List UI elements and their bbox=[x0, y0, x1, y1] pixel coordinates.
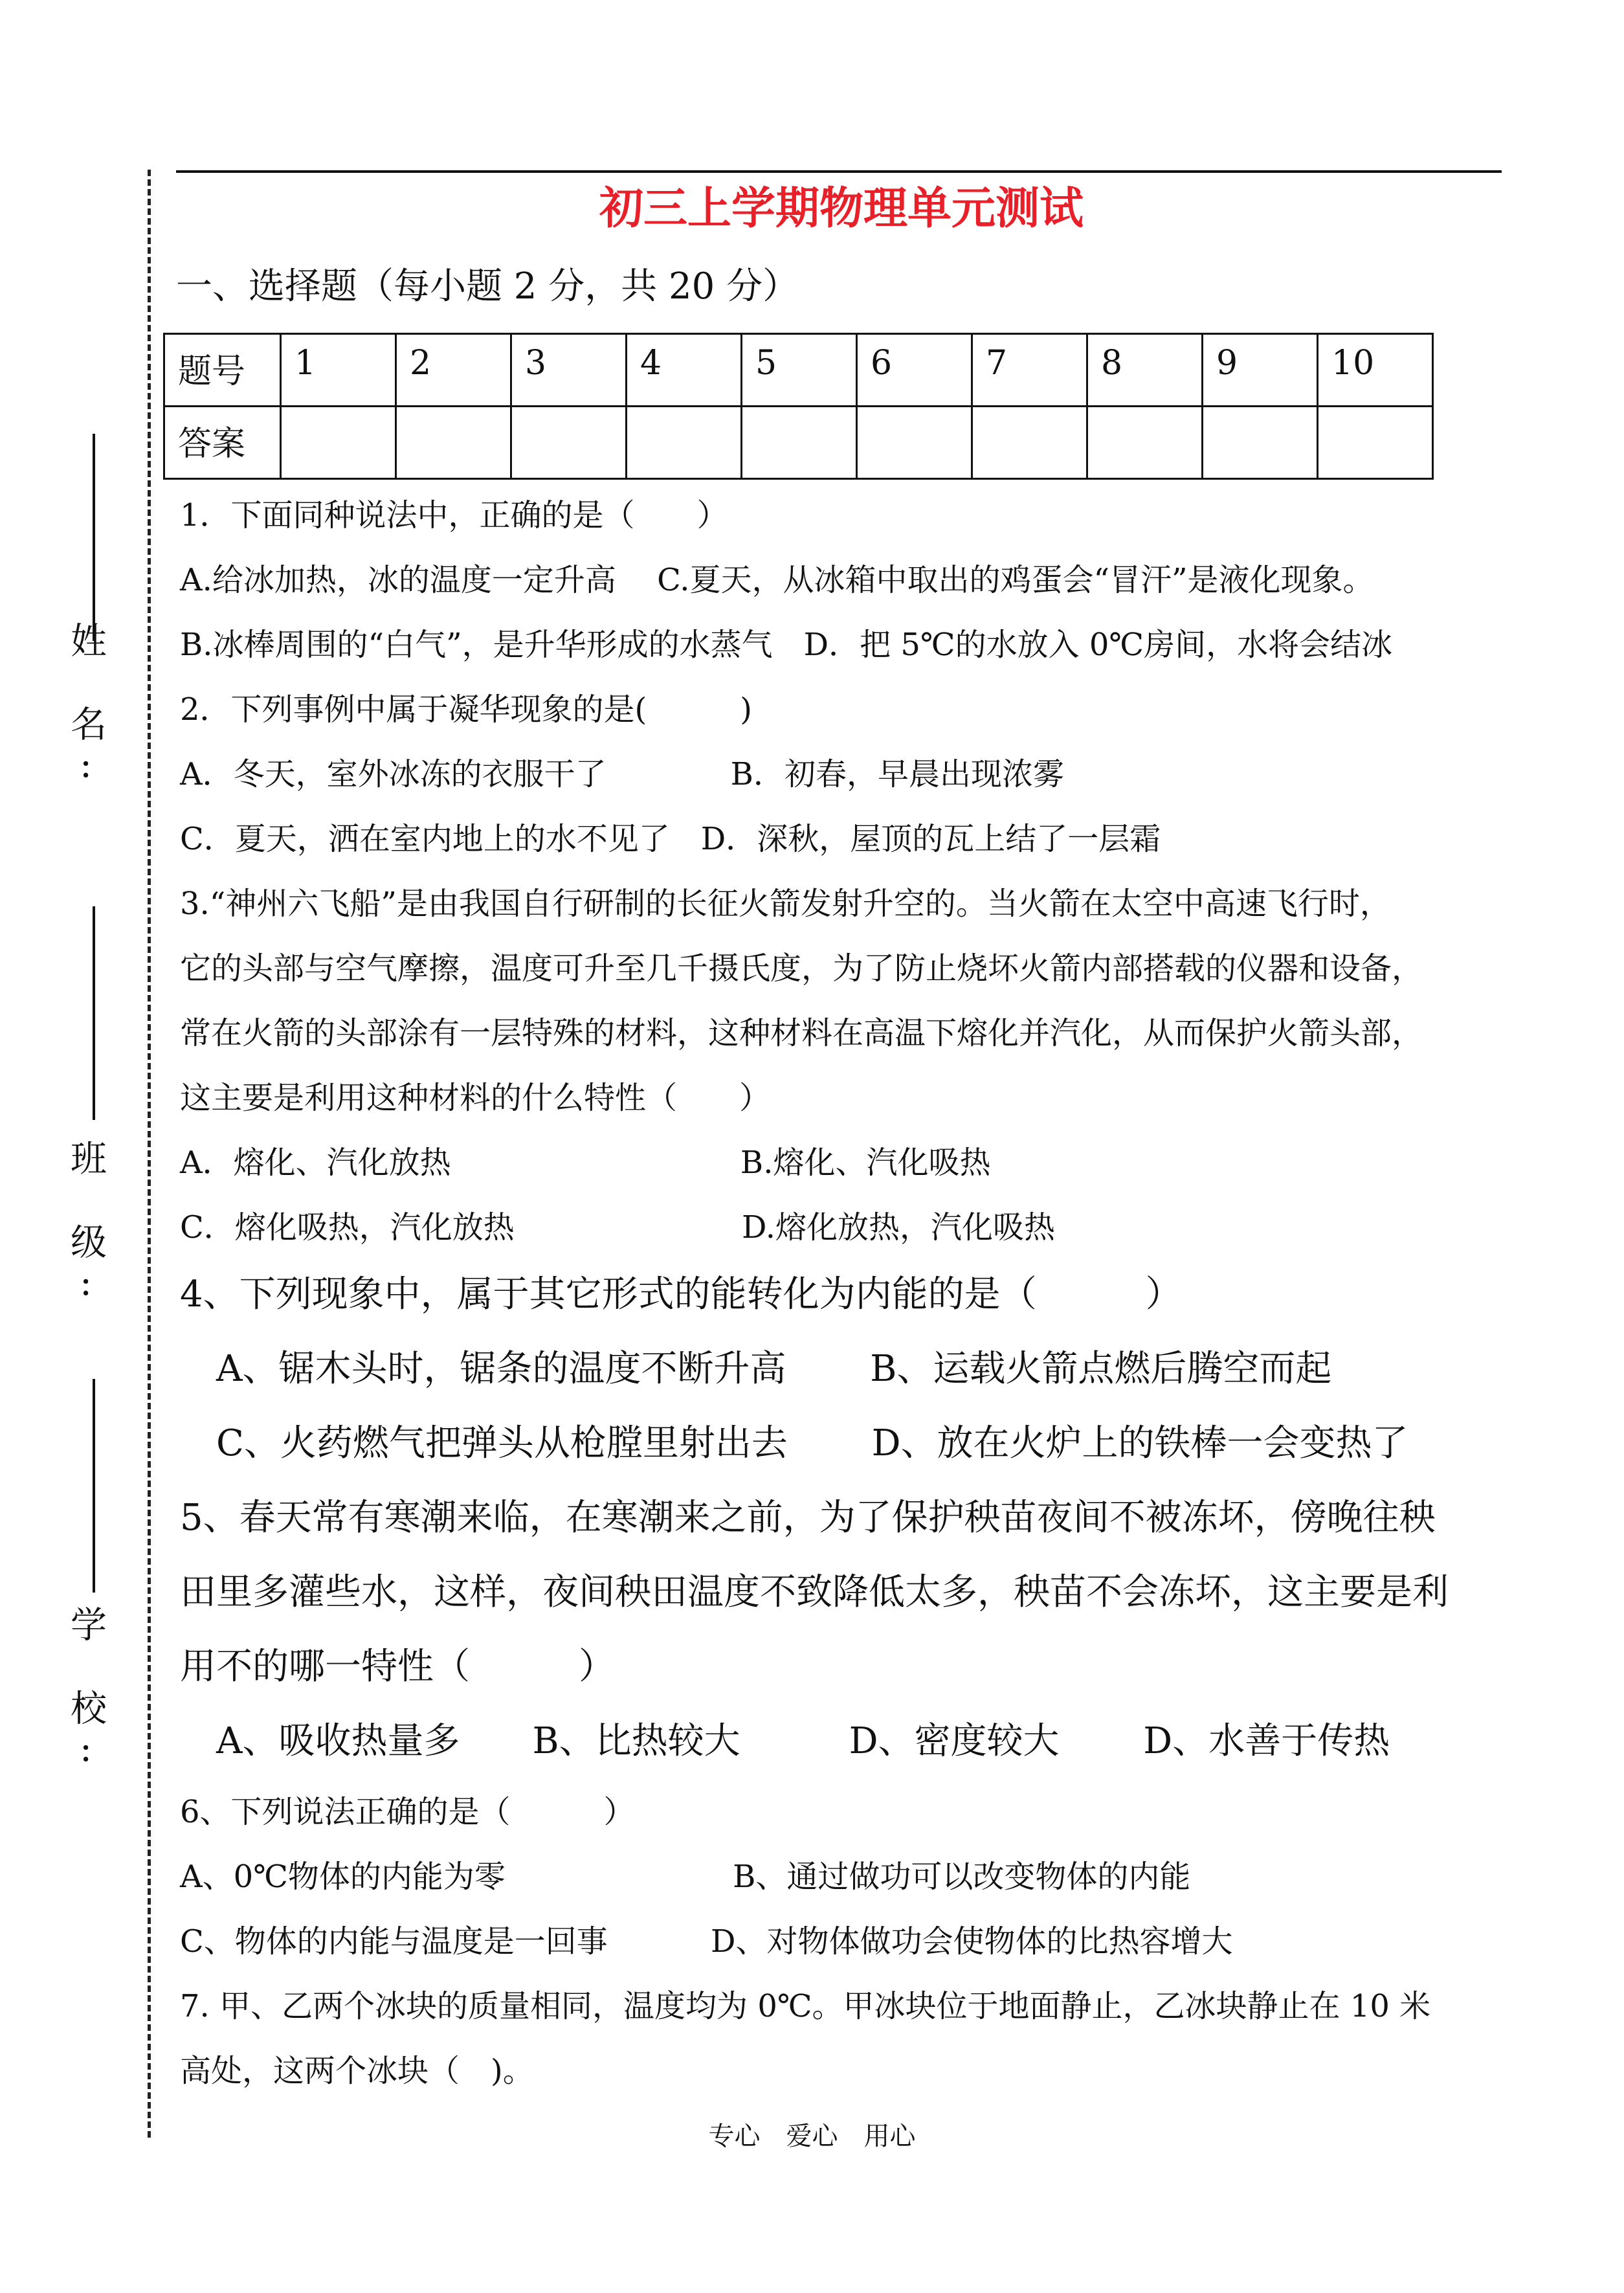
question-number: 6 bbox=[857, 334, 972, 407]
answer-cell[interactable] bbox=[511, 407, 627, 479]
question-2-options-ab: A．冬天，室外冰冻的衣服干了 B．初春，早晨出现浓雾 bbox=[180, 756, 1064, 792]
question-number: 2 bbox=[396, 334, 511, 407]
question-3-options-ab: A．熔化、汽化放热 B.熔化、汽化吸热 bbox=[180, 1145, 991, 1181]
page-title: 初三上学期物理单元测试 bbox=[599, 183, 1084, 234]
question-5-options: A、吸收热量多 B、比热较大 D、密度较大 D、水善于传热 bbox=[180, 1720, 1390, 1762]
question-4-stem: 4、下列现象中，属于其它形式的能转化为内能的是（ ） bbox=[180, 1273, 1182, 1315]
class-blank-line bbox=[93, 906, 95, 1120]
question-1-options-bd: B.冰棒周围的“白气”，是升华形成的水蒸气 D．把 5℃的水放入 0℃房间，水将会结冰 bbox=[180, 627, 1393, 663]
question-7-stem-line1: 7. 甲、乙两个冰块的质量相同，温度均为 0℃。甲冰块位于地面静止，乙冰块静止在 10 米 bbox=[180, 1988, 1431, 2024]
school-label: 学 校: bbox=[65, 1605, 107, 1773]
question-7-stem-line2: 高处，这两个冰块（ )。 bbox=[180, 2053, 534, 2089]
question-3-stem-line2: 它的头部与空气摩擦，温度可升至几千摄氏度，为了防止烧坏火箭内部搭载的仪器和设备， bbox=[180, 950, 1423, 987]
question-number: 7 bbox=[972, 334, 1087, 407]
answer-cell[interactable] bbox=[857, 407, 972, 479]
table-row bbox=[164, 407, 1433, 479]
answer-table bbox=[163, 333, 1434, 480]
question-3-stem-line4: 这主要是利用这种材料的什么特性（ ） bbox=[180, 1080, 771, 1116]
question-2-stem: 2．下列事例中属于凝华现象的是( ) bbox=[180, 691, 752, 728]
answer-cell[interactable] bbox=[1318, 407, 1433, 479]
class-label: 班 级: bbox=[65, 1139, 107, 1306]
question-5-stem-line1: 5、春天常有寒潮来临，在寒潮来之前，为了保护秧苗夜间不被冻坏，傍晚往秧 bbox=[180, 1497, 1436, 1539]
question-4-options-ab: A、锯木头时，锯条的温度不断升高 B、运载火箭点燃后腾空而起 bbox=[180, 1348, 1332, 1390]
name-label: 姓 名: bbox=[65, 621, 107, 789]
row-head-number: 题号 bbox=[164, 334, 281, 407]
question-3-stem-line1: 3.“神州六飞船”是由我国自行研制的长征火箭发射升空的。当火箭在太空中高速飞行时， bbox=[180, 886, 1391, 922]
answer-cell[interactable] bbox=[1203, 407, 1318, 479]
question-number: 3 bbox=[511, 334, 627, 407]
question-2-options-cd: C．夏天，洒在室内地上的水不见了 D．深秋，屋顶的瓦上结了一层霜 bbox=[180, 821, 1161, 857]
question-number: 9 bbox=[1203, 334, 1318, 407]
question-3-stem-line3: 常在火箭的头部涂有一层特殊的材料，这种材料在高温下熔化并汽化，从而保护火箭头部， bbox=[180, 1015, 1423, 1051]
page-footer: 专心 爱心 用心 bbox=[708, 2121, 916, 2151]
binding-dashed-line bbox=[148, 170, 151, 2138]
question-1-options-ac: A.给冰加热，冰的温度一定升高 C.夏天，从冰箱中取出的鸡蛋会“冒汗”是液化现象。 bbox=[180, 562, 1374, 598]
answer-cell[interactable] bbox=[742, 407, 857, 479]
question-number: 4 bbox=[627, 334, 742, 407]
answer-cell[interactable] bbox=[281, 407, 396, 479]
school-blank-line bbox=[93, 1379, 95, 1593]
question-4-options-cd: C、火药燃气把弹头从枪膛里射出去 D、放在火炉上的铁棒一会变热了 bbox=[180, 1422, 1408, 1464]
question-5-stem-line2: 田里多灌些水，这样，夜间秧田温度不致降低太多，秧苗不会冻坏，这主要是利 bbox=[180, 1571, 1449, 1613]
question-number: 1 bbox=[281, 334, 396, 407]
section-heading-choice: 一、选择题（每小题 2 分，共 20 分） bbox=[176, 265, 799, 308]
header-rule bbox=[176, 170, 1502, 173]
name-blank-line bbox=[93, 434, 95, 641]
question-6-options-cd: C、物体的内能与温度是一回事 D、对物体做功会使物体的比热容增大 bbox=[180, 1923, 1233, 1960]
question-3-options-cd: C．熔化吸热，汽化放热 D.熔化放热，汽化吸热 bbox=[180, 1209, 1056, 1246]
answer-cell[interactable] bbox=[396, 407, 511, 479]
answer-cell[interactable] bbox=[627, 407, 742, 479]
question-6-options-ab: A、0℃物体的内能为零 B、通过做功可以改变物体的内能 bbox=[180, 1859, 1191, 1895]
answer-cell[interactable] bbox=[972, 407, 1087, 479]
question-6-stem: 6、下列说法正确的是（ ） bbox=[180, 1794, 635, 1830]
question-1-stem: 1．下面同种说法中，正确的是（ ） bbox=[180, 497, 728, 533]
question-number: 5 bbox=[742, 334, 857, 407]
table-row bbox=[164, 334, 1433, 407]
question-number: 10 bbox=[1318, 334, 1433, 407]
question-number: 8 bbox=[1087, 334, 1203, 407]
answer-cell[interactable] bbox=[1087, 407, 1203, 479]
question-5-stem-line3: 用不的哪一特性（ ） bbox=[180, 1646, 615, 1688]
row-head-answer: 答案 bbox=[164, 407, 281, 479]
